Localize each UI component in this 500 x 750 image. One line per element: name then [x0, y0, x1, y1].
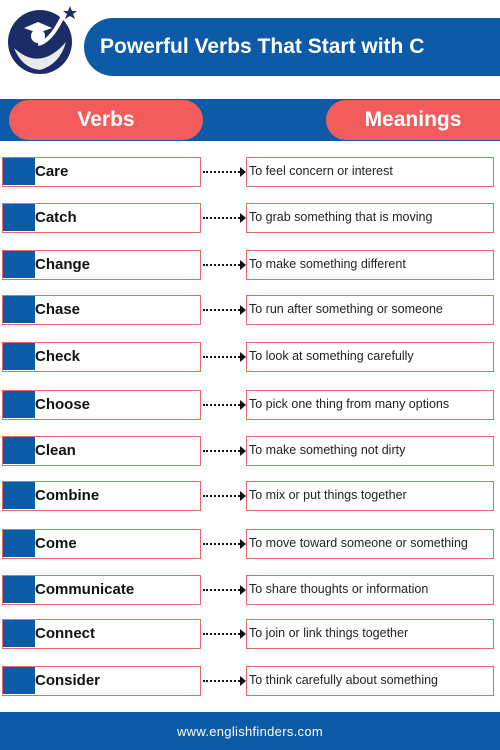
- verb-label: Consider: [35, 672, 101, 689]
- verb-label: Connect: [35, 625, 95, 642]
- verb-label: Care: [35, 163, 69, 180]
- verb-marker: [3, 437, 35, 464]
- verb-label: Check: [35, 348, 81, 365]
- dotted-connector: [203, 680, 243, 682]
- meanings-column-header: Meanings: [326, 100, 500, 140]
- verb-row: [0, 529, 500, 561]
- page-title: Powerful Verbs That Start with C: [84, 18, 500, 76]
- verb-marker: [3, 667, 35, 694]
- dotted-connector: [203, 633, 243, 635]
- dotted-connector: [203, 309, 243, 311]
- verb-label: Communicate: [35, 581, 135, 598]
- verb-box: [2, 157, 201, 187]
- meaning-label: To share thoughts or information: [246, 575, 494, 605]
- verb-marker: [3, 620, 35, 647]
- meaning-label: To move toward someone or something: [246, 529, 494, 559]
- verb-label: Clean: [35, 442, 76, 459]
- verb-row: [0, 295, 500, 327]
- verb-marker: [3, 530, 35, 557]
- dotted-connector: [203, 356, 243, 358]
- verb-row: [0, 436, 500, 468]
- verb-box: [2, 203, 201, 233]
- verb-box: [2, 529, 201, 559]
- verb-marker: [3, 296, 35, 323]
- verb-row: [0, 250, 500, 282]
- verb-marker: [3, 343, 35, 370]
- meaning-label: To feel concern or interest: [246, 157, 494, 187]
- verb-label: Chase: [35, 301, 81, 318]
- verb-label: Come: [35, 535, 77, 552]
- verb-marker: [3, 158, 35, 185]
- footer-website-link[interactable]: www.englishfinders.com: [0, 712, 500, 750]
- meaning-label: To pick one thing from many options: [246, 390, 494, 420]
- verb-label: Combine: [35, 487, 100, 504]
- verb-marker: [3, 251, 35, 278]
- verb-row: [0, 157, 500, 189]
- verb-label: Change: [35, 256, 91, 273]
- meaning-label: To think carefully about something: [246, 666, 494, 696]
- meaning-label: To grab something that is moving: [246, 203, 494, 233]
- meaning-label: To mix or put things together: [246, 481, 494, 511]
- meaning-label: To join or link things together: [246, 619, 494, 649]
- verb-box: [2, 575, 201, 605]
- dotted-connector: [203, 589, 243, 591]
- verb-marker: [3, 576, 35, 603]
- meaning-label: To run after something or someone: [246, 295, 494, 325]
- verb-box: [2, 481, 201, 511]
- verb-row: [0, 575, 500, 607]
- verb-row: [0, 666, 500, 698]
- dotted-connector: [203, 264, 243, 266]
- verb-label: Choose: [35, 396, 91, 413]
- verb-row: [0, 203, 500, 235]
- dotted-connector: [203, 543, 243, 545]
- dotted-connector: [203, 495, 243, 497]
- verb-box: [2, 390, 201, 420]
- dotted-connector: [203, 217, 243, 219]
- verb-row: [0, 619, 500, 651]
- verb-row: [0, 390, 500, 422]
- verb-row: [0, 481, 500, 513]
- dotted-connector: [203, 404, 243, 406]
- dotted-connector: [203, 171, 243, 173]
- meaning-label: To make something different: [246, 250, 494, 280]
- verb-box: [2, 342, 201, 372]
- verb-box: [2, 619, 201, 649]
- dotted-connector: [203, 450, 243, 452]
- verb-marker: [3, 204, 35, 231]
- verb-label: Catch: [35, 209, 77, 226]
- meaning-label: To look at something carefully: [246, 342, 494, 372]
- meaning-label: To make something not dirty: [246, 436, 494, 466]
- verb-box: [2, 666, 201, 696]
- verb-box: [2, 295, 201, 325]
- verb-box: [2, 436, 201, 466]
- verb-box: [2, 250, 201, 280]
- site-logo: [4, 2, 80, 78]
- verbs-column-header: Verbs: [9, 100, 203, 140]
- verb-row: [0, 342, 500, 374]
- verb-marker: [3, 391, 35, 418]
- verb-marker: [3, 482, 35, 509]
